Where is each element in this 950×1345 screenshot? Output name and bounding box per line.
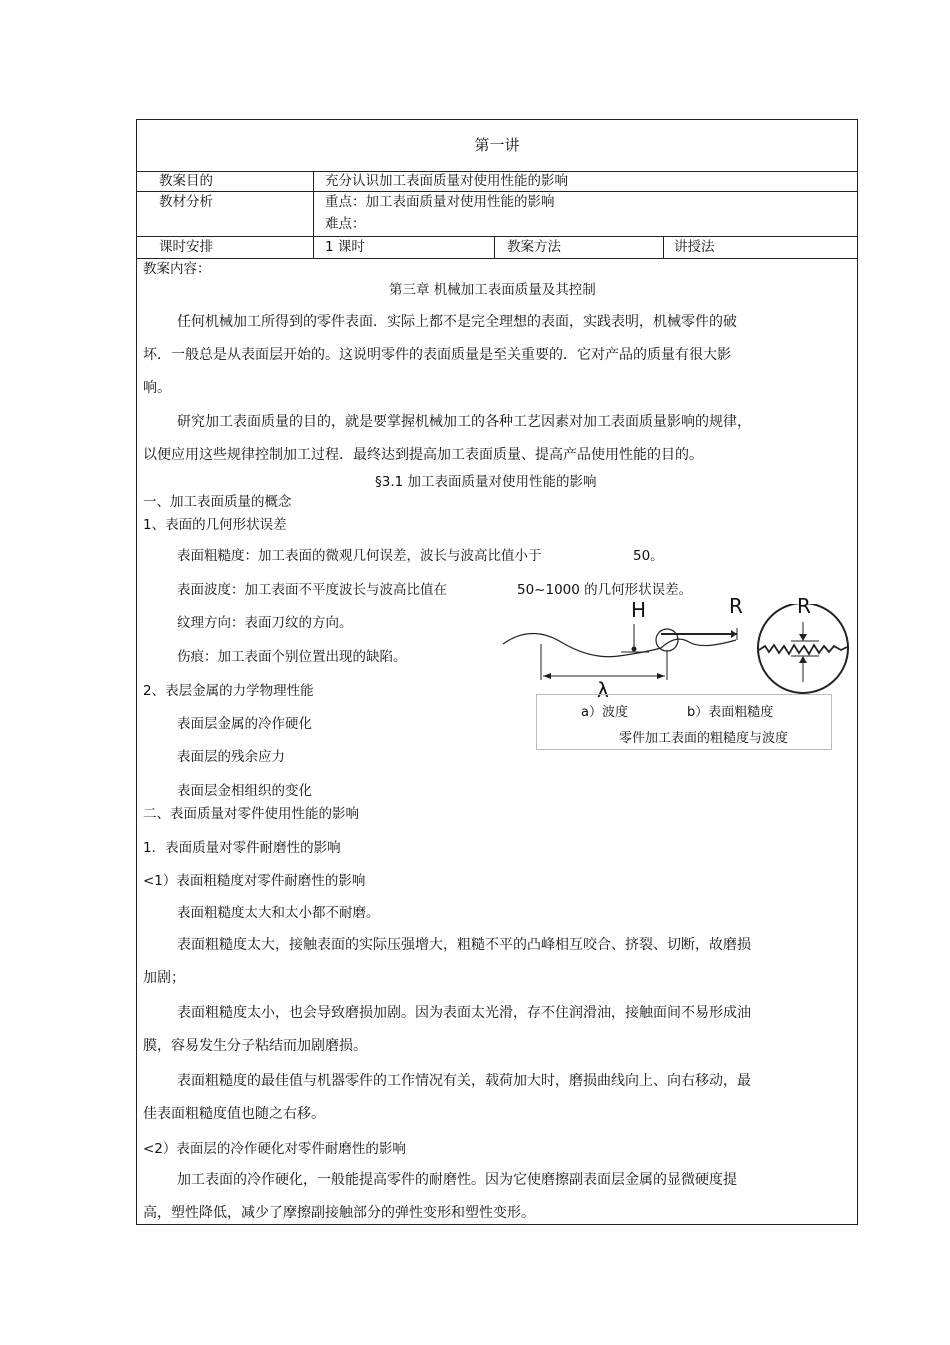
chapter-title: 第三章 机械加工表面质量及其控制: [389, 282, 596, 298]
text-line: 膜，容易发生分子粘结而加剧磨损。: [143, 1038, 367, 1054]
arrow-head: [543, 673, 551, 679]
height-marker: [632, 647, 637, 652]
text-line: 响。: [143, 380, 171, 396]
method-label: 教案方法: [507, 239, 561, 255]
heading-influence: 二、表面质量对零件使用性能的影响: [143, 806, 359, 822]
hardening-paragraph: [143, 1164, 851, 1230]
figure-caption: 零件加工表面的粗糙度与波度: [619, 731, 789, 746]
key-point: 重点：加工表面质量对使用性能的影响: [325, 194, 555, 210]
roughness-definition: 表面粗糙度：加工表面的微观几何误差，波长与波高比值小于: [177, 548, 542, 564]
table-rule: [137, 191, 857, 192]
text-line: 表面粗糙度太大，接触表面的实际压强增大，粗糙不平的凸峰相互咬合、挤裂、切断，故磨损: [177, 937, 751, 953]
purpose-value: 充分认识加工表面质量对使用性能的影响: [325, 173, 568, 189]
content-label: 教案内容：: [143, 261, 211, 277]
caption-a: a）波度: [581, 705, 628, 720]
wear-point-a: 表面粗糙度太大和太小都不耐磨。: [177, 905, 380, 921]
method-value: 讲授法: [674, 239, 715, 255]
caption-b: b）表面粗糙度: [687, 705, 774, 720]
text-line: 研究加工表面质量的目的，就是要掌握机械加工的各种工艺因素对加工表面质量影响的规律，: [177, 414, 751, 430]
schedule-label: 课时安排: [159, 239, 213, 255]
waviness-value: 50~1000 的几何形状误差。: [517, 582, 693, 598]
heading-mechanical: 2、表层金属的力学物理性能: [143, 683, 314, 699]
section-title: §3.1 加工表面质量对使用性能的影响: [375, 474, 597, 490]
text-line: 高，塑性降低，减少了摩擦副接触部分的弹性变形和塑性变形。: [143, 1205, 535, 1221]
roughness-profile: [759, 645, 847, 654]
table-rule: [137, 171, 857, 172]
label-lambda: λ: [597, 678, 609, 702]
table-rule: [137, 236, 857, 237]
table-rule: [494, 236, 495, 258]
text-line: 表面粗糙度太小，也会导致磨损加剧。因为表面太光滑，存不住润滑油，接触面间不易形成油: [177, 1005, 751, 1021]
analysis-label: 教材分析: [159, 194, 213, 210]
wear-paragraph-d: [143, 1065, 851, 1131]
table-rule: [137, 258, 857, 259]
text-line: 表面粗糙度的最佳值与机器零件的工作情况有关，载荷加大时，磨损曲线向上、向右移动，最: [177, 1073, 751, 1089]
arrow-head: [657, 673, 665, 679]
lecture-title: 第一讲: [474, 136, 520, 154]
difficulty: 难点：: [325, 216, 366, 232]
table-rule: [663, 236, 664, 258]
table-rule: [313, 171, 314, 258]
label-R: R: [797, 594, 811, 618]
arrow-head: [799, 656, 807, 663]
roughness-value: 50。: [633, 548, 664, 564]
schedule-value: 1 课时: [325, 239, 365, 255]
label-R: R: [729, 594, 743, 618]
texture-definition: 纹理方向：表面刀纹的方向。: [177, 615, 353, 631]
intro-paragraph-1: [143, 306, 851, 405]
heading-roughness-wear: <1）表面粗糙度对零件耐磨性的影响: [143, 873, 366, 889]
flaw-definition: 伤痕：加工表面个别位置出现的缺陷。: [177, 649, 407, 665]
figure-caption-box: [536, 694, 832, 750]
purpose-label: 教案目的: [159, 173, 213, 189]
text-line: 加剧；: [143, 970, 185, 986]
text-line: 坏．一般总是从表面层开始的。这说明零件的表面质量是至关重要的．它对产品的质量有很大影: [143, 347, 731, 363]
item-hardening: 表面层金属的冷作硬化: [177, 716, 312, 732]
item-residual-stress: 表面层的残余应力: [177, 749, 285, 765]
wear-paragraph-c: [143, 997, 851, 1063]
wave-profile: [661, 639, 736, 648]
heading-concept: 一、加工表面质量的概念: [143, 494, 292, 510]
heading-hardening-wear: <2）表面层的冷作硬化对零件耐磨性的影响: [143, 1141, 406, 1157]
arrow-head: [799, 634, 807, 641]
roughness-waviness-figure: [501, 594, 853, 760]
wear-paragraph-b: [143, 929, 851, 995]
text-line: 加工表面的冷作硬化，一般能提高零件的耐磨性。因为它使磨擦副表面层金属的显微硬度提: [177, 1172, 737, 1188]
heading-geometry: 1、表面的几何形状误差: [143, 517, 287, 533]
lesson-plan-table: [136, 119, 858, 1225]
text-line: 佳表面粗糙度值也随之右移。: [143, 1106, 325, 1122]
item-metallographic: 表面层金相组织的变化: [177, 783, 312, 799]
waviness-definition: 表面波度：加工表面不平度波长与波高比值在: [177, 582, 447, 598]
wave-profile: [503, 633, 661, 656]
text-line: 任何机械加工所得到的零件表面．实际上都不是完全理想的表面，实践表明，机械零件的破: [177, 314, 737, 330]
label-H: H: [631, 598, 647, 622]
text-line: 以便应用这些规律控制加工过程．最终达到提高加工表面质量、提高产品使用性能的目的。: [143, 447, 703, 463]
arrow-head: [731, 630, 737, 638]
heading-wear: 1．表面质量对零件耐磨性的影响: [143, 840, 341, 856]
intro-paragraph-2: [143, 406, 851, 472]
